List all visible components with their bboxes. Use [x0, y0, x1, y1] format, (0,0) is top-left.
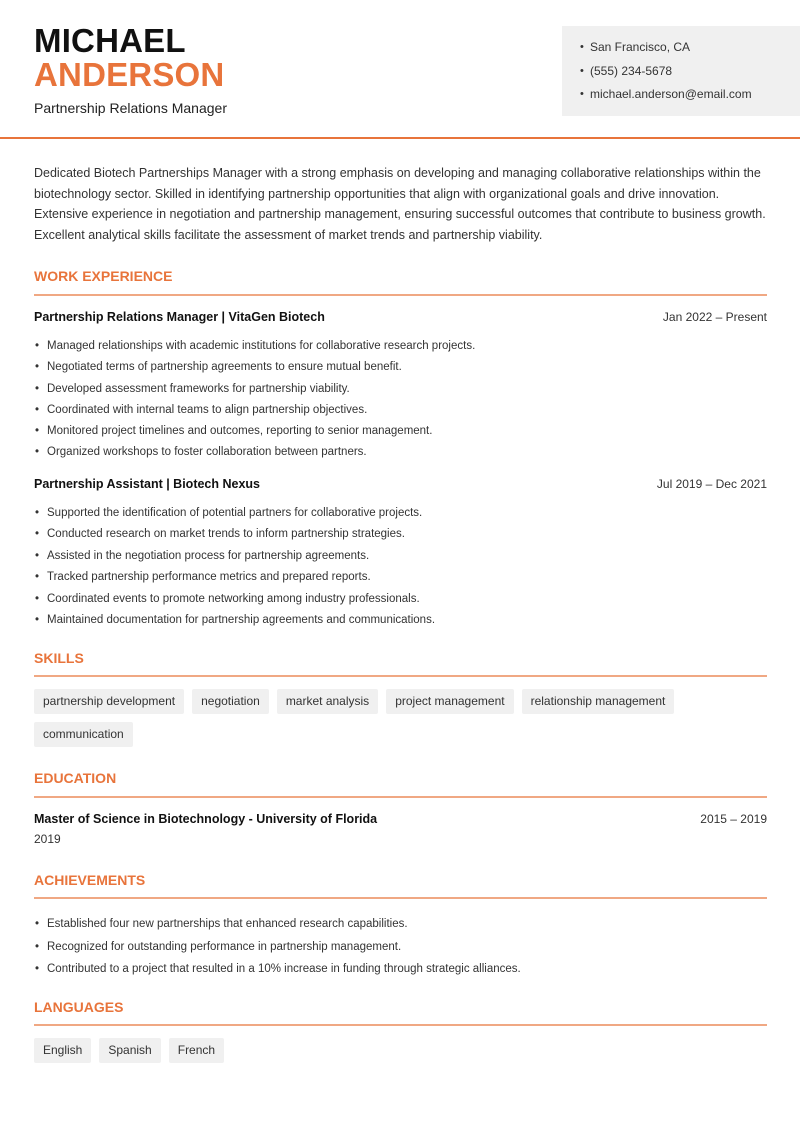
list-item: • Supported the identification of potential partners for collaborative projects.	[34, 503, 767, 524]
job-role-1: Partnership Relations Manager | VitaGen Biotech	[34, 310, 325, 324]
skill-chip: partnership development	[34, 689, 184, 714]
list-item: • Conducted research on market trends to inform partnership strategies.	[34, 524, 767, 545]
list-item: • Coordinated with internal teams to align partnership objectives.	[34, 400, 767, 421]
job-dates-2: Jul 2019 – Dec 2021	[656, 477, 767, 491]
job-bullets-1	[34, 336, 767, 464]
list-item: • Managed relationships with academic institutions for collaborative research projects.	[34, 336, 767, 357]
job-role-2: Partnership Assistant | Biotech Nexus	[34, 477, 261, 491]
job-title: Partnership Relations Manager	[34, 100, 227, 116]
skill-chip: relationship management	[522, 689, 675, 714]
list-item: • Assisted in the negotiation process for partnership agreements.	[34, 546, 767, 567]
languages-heading: LANGUAGES	[34, 999, 124, 1015]
section-divider	[34, 796, 767, 798]
skill-chip: communication	[34, 722, 133, 747]
contact-box	[562, 26, 800, 116]
skill-chip: negotiation	[192, 689, 269, 714]
list-item: • Developed assessment frameworks for partnership viability.	[34, 379, 767, 400]
contact-phone: • (555) 234-5678	[580, 63, 752, 87]
job-dates-1: Jan 2022 – Present	[662, 310, 767, 324]
list-item: • Contributed to a project that resulted in a 10% increase in funding through strategic alliances.	[34, 958, 767, 981]
skill-chip: market analysis	[277, 689, 378, 714]
contact-location: • San Francisco, CA	[580, 39, 752, 63]
education-dates: 2015 – 2019	[700, 812, 767, 826]
first-name: MICHAEL	[34, 22, 186, 59]
summary-paragraph: Dedicated Biotech Partnerships Manager with a strong emphasis on developing and managing collaborative relationships within the biotechnology sector. Skilled in identifying partnership opportunities that align with organizational goals and drive innovation. Extensive experience in negotiation and partnership management, ensuring successful outcomes that contribute to business growth. Excellent analytical skills facilitate the assessment of market trends and partnership viability.	[34, 166, 766, 242]
list-item: • Tracked partnership performance metrics and prepared reports.	[34, 567, 767, 588]
skills-list	[34, 689, 774, 747]
list-item: • Recognized for outstanding performance in partnership management.	[34, 936, 767, 959]
list-item: • Maintained documentation for partnership agreements and communications.	[34, 610, 767, 631]
section-divider	[34, 1024, 767, 1026]
skills-heading: SKILLS	[34, 650, 84, 666]
work-experience-heading: WORK EXPERIENCE	[34, 268, 173, 284]
candidate-name	[34, 24, 224, 92]
list-item: • Established four new partnerships that enhanced research capabilities.	[34, 913, 767, 936]
job-header-1	[34, 310, 767, 324]
education-entry	[34, 812, 767, 826]
list-item: • Coordinated events to promote networking among industry professionals.	[34, 589, 767, 610]
language-chip: English	[34, 1038, 91, 1063]
language-chip: French	[169, 1038, 224, 1063]
education-year: 2019	[34, 832, 61, 846]
languages-list	[34, 1038, 774, 1063]
skill-chip: project management	[386, 689, 513, 714]
achievements-heading: ACHIEVEMENTS	[34, 872, 146, 888]
section-divider	[34, 675, 767, 677]
section-divider	[34, 897, 767, 899]
language-chip: Spanish	[99, 1038, 160, 1063]
section-divider	[34, 294, 767, 296]
contact-email[interactable]: • michael.anderson@email.com	[580, 86, 752, 110]
resume-header	[0, 0, 800, 139]
list-item: • Monitored project timelines and outcomes, reporting to senior management.	[34, 421, 767, 442]
job-bullets-2	[34, 503, 767, 631]
list-item: • Organized workshops to foster collaboration between partners.	[34, 442, 767, 463]
last-name: ANDERSON	[34, 56, 225, 93]
job-header-2	[34, 477, 767, 491]
degree-title: Master of Science in Biotechnology - University of Florida	[34, 812, 378, 826]
list-item: • Negotiated terms of partnership agreements to ensure mutual benefit.	[34, 357, 767, 378]
achievements-list	[34, 913, 767, 981]
education-heading: EDUCATION	[34, 770, 117, 786]
